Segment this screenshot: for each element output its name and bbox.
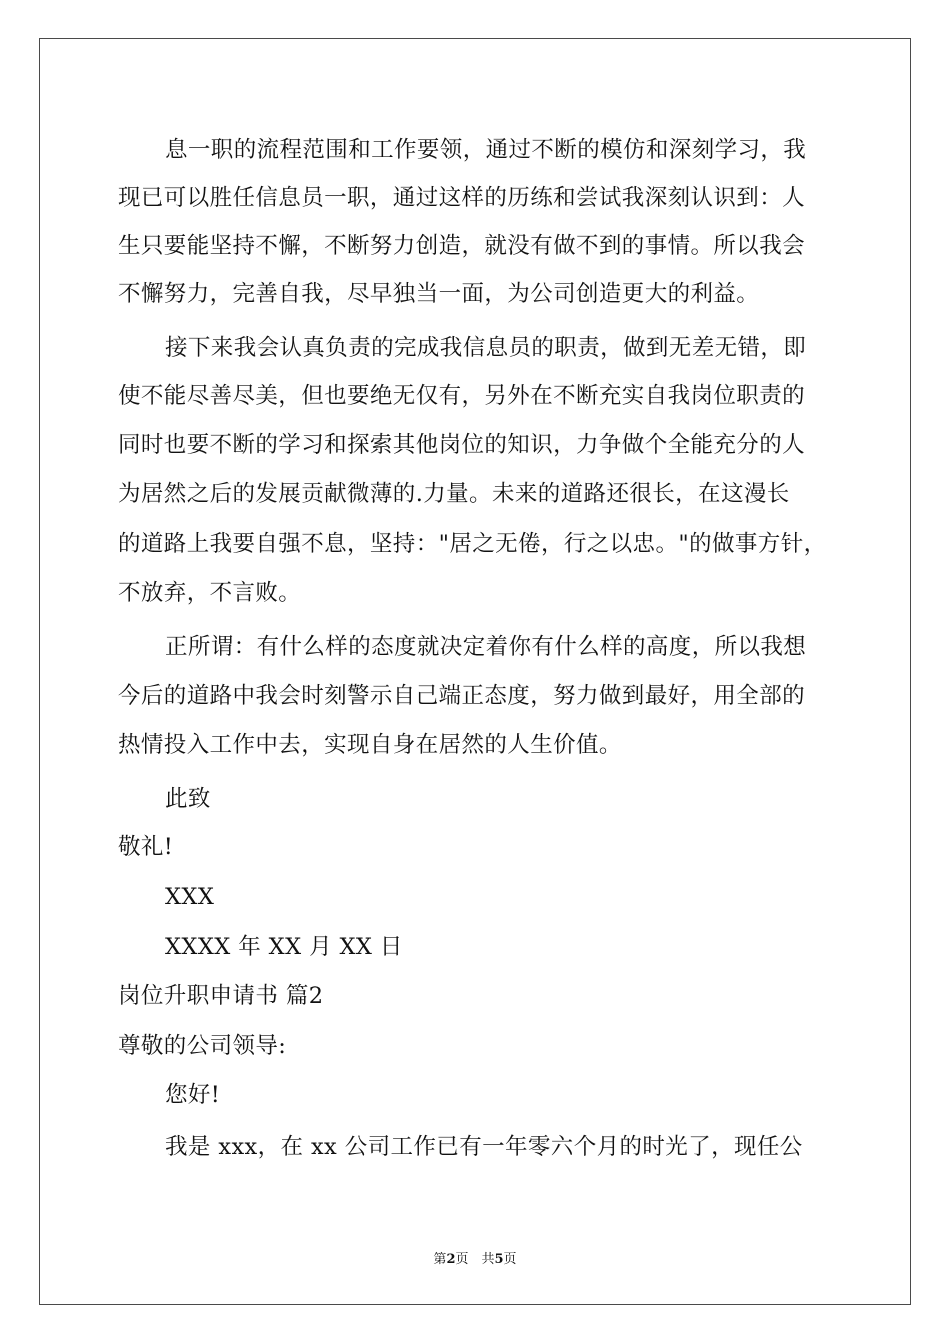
page-border: [39, 38, 911, 1305]
signature-date: XXXX 年 XX 月 XX 日: [165, 934, 403, 960]
page-number-footer: [0, 1248, 950, 1267]
text-line: 不懈努力，完善自我，尽早独当一面，为公司创造更大的利益。: [118, 281, 760, 307]
footer-suffix: 页: [503, 1252, 517, 1267]
closing-salutation: 此致: [165, 786, 211, 812]
footer-total-pages: 5: [494, 1252, 504, 1267]
text-line: 正所谓：有什么样的态度就决定着你有什么样的高度，所以我想: [165, 634, 807, 660]
letter-addressee: 尊敬的公司领导:: [118, 1033, 287, 1059]
text-line: 生只要能坚持不懈，不断努力创造，就没有做不到的事情。所以我会: [118, 233, 806, 259]
text-line: 今后的道路中我会时刻警示自己端正态度，努力做到最好，用全部的: [118, 683, 806, 709]
text-line: 同时也要不断的学习和探索其他岗位的知识，力争做个全能充分的人: [118, 432, 806, 458]
letter-greeting: 您好!: [165, 1082, 221, 1108]
text-line: 使不能尽善尽美，但也要绝无仅有，另外在不断充实自我岗位职责的: [118, 383, 806, 409]
text-line: 不放弃，不言败。: [118, 580, 302, 606]
text-line: 息一职的流程范围和工作要领，通过不断的模仿和深刻学习，我: [165, 137, 807, 163]
footer-prefix: 第: [433, 1252, 447, 1267]
text-line: 现已可以胜任信息员一职，通过这样的历练和尝试我深刻认识到：人: [118, 185, 806, 211]
text-line: 的道路上我要自强不息，坚持："居之无倦，行之以忠。"的做事方针，: [118, 531, 827, 557]
signature-name: XXX: [165, 884, 215, 910]
text-line: 我是 xxx，在 xx 公司工作已有一年零六个月的时光了，现任公: [165, 1134, 803, 1160]
text-line: 热情投入工作中去，实现自身在居然的人生价值。: [118, 732, 622, 758]
footer-mid: 页 共: [455, 1252, 495, 1267]
text-line: 为居然之后的发展贡献微薄的.力量。未来的道路还很长，在这漫长: [118, 481, 790, 507]
footer-current-page: 2: [446, 1252, 456, 1267]
section-heading: 岗位升职申请书 篇2: [118, 983, 324, 1009]
closing-regards: 敬礼!: [118, 834, 174, 860]
text-line: 接下来我会认真负责的完成我信息员的职责，做到无差无错，即: [165, 335, 807, 361]
